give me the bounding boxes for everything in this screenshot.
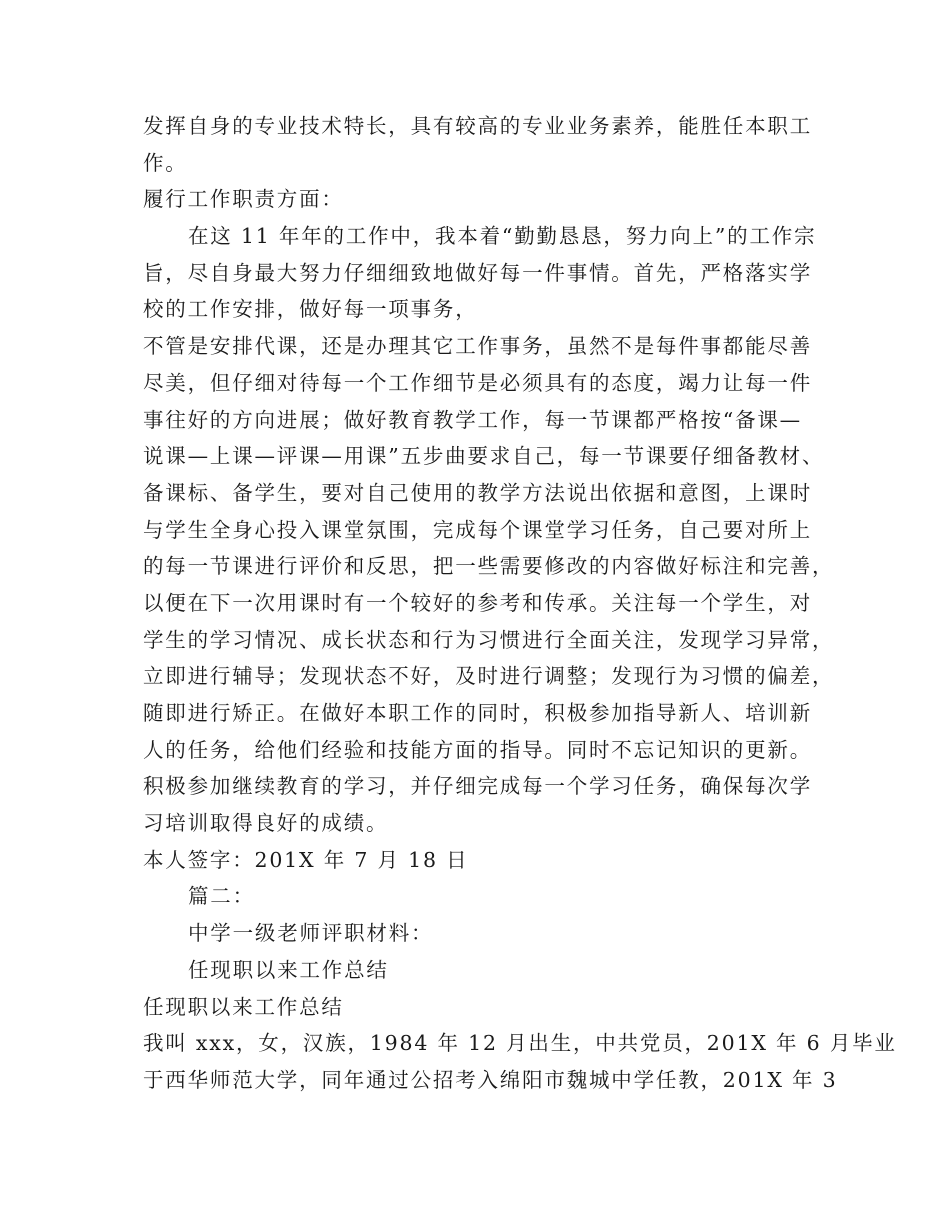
text-line: 随即进行矫正。在做好本职工作的同时，积极参加指导新人、培训新 bbox=[143, 701, 812, 725]
text-line: 学生的学习情况、成长状态和行为习惯进行全面关注，发现学习异常， bbox=[143, 627, 835, 652]
text-line: 以便在下一次用课时有一个较好的参考和传承。关注每一个学生，对 bbox=[143, 590, 812, 615]
text-line: 与学生全身心投入课堂氛围，完成每个课堂学习任务，自己要对所上 bbox=[143, 517, 812, 542]
text-line: 立即进行辅导；发现状态不好，及时进行调整；发现行为习惯的偏差， bbox=[143, 664, 835, 689]
text-line: 人的任务，给他们经验和技能方面的指导。同时不忘记知识的更新。 bbox=[143, 737, 812, 762]
document-body bbox=[143, 108, 897, 1099]
text-line: 习培训取得良好的成绩。 bbox=[143, 811, 389, 836]
chapter-label: 篇二： bbox=[188, 884, 255, 909]
summary-title: 任现职以来工作总结 bbox=[188, 957, 389, 982]
text-line: 于西华师范大学，同年通过公招考入绵阳市魏城中学任教，201X 年 3 bbox=[143, 1067, 838, 1092]
text-line: 说课—上课—评课—用课”五步曲要求自己，每一节课要仔细备教材、 bbox=[143, 444, 825, 469]
text-line: 积极参加继续教育的学习，并仔细完成每一个学习任务，确保每次学 bbox=[143, 774, 812, 799]
section-heading: 履行工作职责方面： bbox=[143, 187, 344, 212]
text-line: 尽美，但仔细对待每一个工作细节是必须具有的态度，竭力让每一件 bbox=[143, 370, 812, 395]
text-line: 的每一节课进行评价和反思，把一些需要修改的内容做好标注和完善， bbox=[143, 554, 835, 579]
text-line: 发挥自身的专业技术特长，具有较高的专业业务素养，能胜任本职工 bbox=[143, 114, 812, 138]
signature-line: 本人签字：201X 年 7 月 18 日 bbox=[143, 847, 469, 872]
text-line: 作。 bbox=[143, 150, 188, 175]
text-line: 事往好的方向进展；做好教育教学工作，每一节课都严格按“备课— bbox=[143, 407, 802, 432]
text-line: 校的工作安排，做好每一项事务， bbox=[143, 297, 478, 322]
summary-heading: 任现职以来工作总结 bbox=[143, 994, 344, 1019]
text-line: 不管是安排代课，还是办理其它工作事务，虽然不是每件事都能尽善 bbox=[143, 334, 812, 359]
material-title: 中学一级老师评职材料： bbox=[188, 921, 434, 946]
text-line: 旨，尽自身最大努力仔细细致地做好每一件事情。首先，严格落实学 bbox=[143, 260, 812, 285]
text-line: 我叫 xxx，女，汉族，1984 年 12 月出生，中共党员，201X 年 6 月毕业 bbox=[143, 1031, 897, 1056]
text-line: 备课标、备学生，要对自己使用的教学方法说出依据和意图，上课时 bbox=[143, 480, 812, 505]
text-line: 在这 11 年年的工作中，我本着“勤勤恳恳，努力向上”的工作宗 bbox=[188, 224, 817, 249]
